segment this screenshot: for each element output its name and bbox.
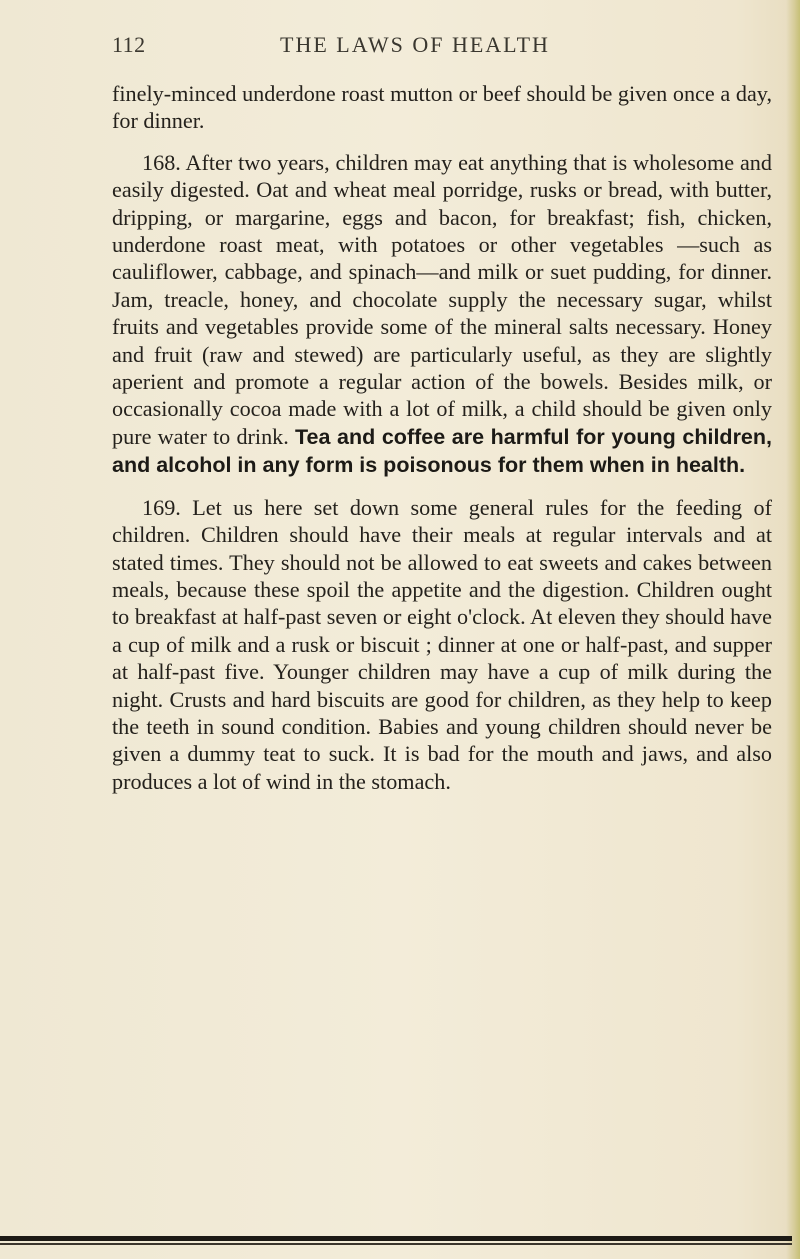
running-title: THE LAWS OF HEALTH — [280, 32, 550, 57]
paragraph-number: 168. — [142, 149, 181, 175]
bottom-border-thin — [0, 1243, 792, 1245]
body-text — [112, 80, 772, 809]
paragraph-text: Let us here set down some general rules for the feeding of children. Children should have their meals at regular intervals and at stated times. They should not be allowed to eat sweets and cakes between meals, because these spoil the appetite and the digestion. Children ought to breakfast at half-past seven or eight o'clock. At eleven they should have a cup of milk and a rusk or biscuit ; dinner at one or half-past, and supper at half-past five. Younger children may have a cup of milk during the night. Crusts and hard biscuits are good for children, as they help to keep the teeth in sound condition. Babies and young children should never be given a dummy teat to suck. It is bad for the mouth and jaws, and also produces a lot of wind in the stomach. — [112, 494, 772, 794]
continued-paragraph: finely-minced underdone roast mutton or beef should be given once a day, for dinner. — [112, 81, 772, 134]
paragraph-169 — [112, 494, 772, 795]
emphasized-text: Tea and coffee are harmful for young children, and alcohol in any form is poisonous for them when in health. — [112, 424, 773, 478]
bottom-border — [0, 1236, 792, 1241]
page-edge-shadow — [786, 0, 800, 1259]
page-header — [112, 32, 776, 66]
paragraph-168 — [112, 149, 772, 480]
paragraph-text: After two years, children may eat anything that is wholesome and easily digested. Oat and wheat meal porridge, rusks or bread, with butter, dripping, or margarine, eggs and bacon, for breakfast; fish, chicken, underdone roast meat, with potatoes or other vegetables —such as cauliflower, cabbage, and spinach—and milk or suet pudding, for dinner. Jam, treacle, honey, and chocolate supply the necessary sugar, whilst fruits and vegetables provide some of the mineral salts necessary. Honey and fruit (raw and stewed) are particularly useful, as they are slightly aperient and promote a regular action of the bowels. Besides milk, or occasionally cocoa made with a lot of milk, a child should be given only pure water to drink. — [112, 149, 772, 449]
page-number: 112 — [112, 32, 146, 57]
paragraph-number: 169. — [142, 494, 181, 520]
